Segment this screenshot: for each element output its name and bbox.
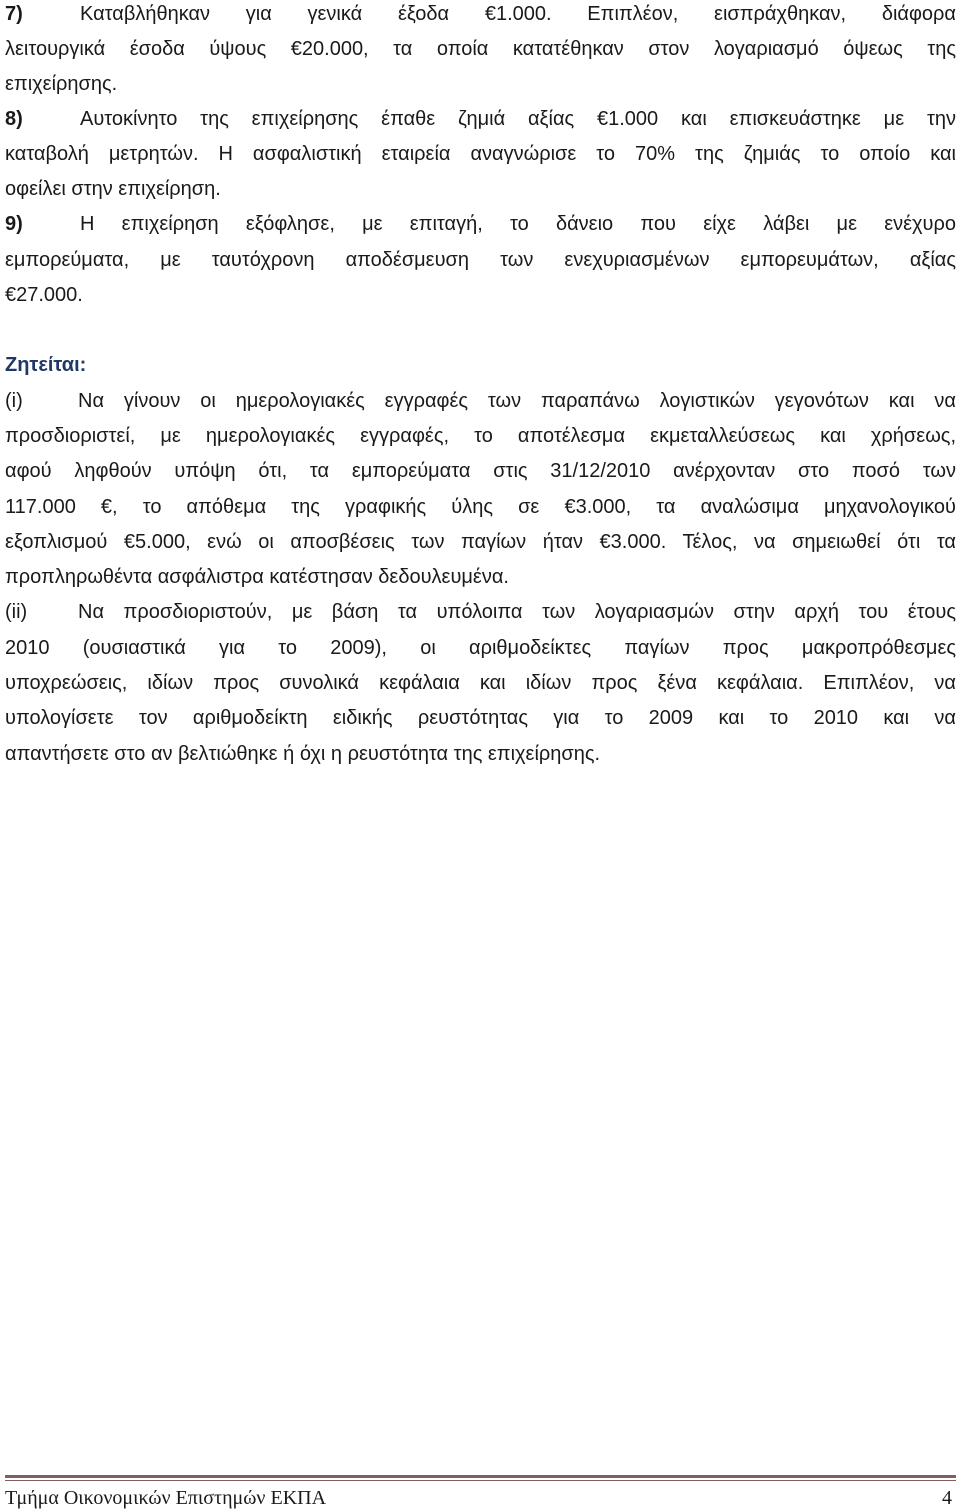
item-7-line-1 xyxy=(5,2,956,26)
part-ii-line-1 xyxy=(5,600,956,624)
part-i-line-3: αφού ληφθούν υπόψη ότι, τα εμπορεύματα στις 31/12/2010 ανέρχονταν στο ποσό των xyxy=(5,460,956,482)
requirements-heading: Ζητείται: xyxy=(5,354,87,376)
item-9-line-3: €27.000. xyxy=(5,284,83,306)
item-7-line-2: λειτουργικά έσοδα ύψους €20.000, τα οποία κατατέθηκαν στον λογαριασμό όψεως της xyxy=(5,38,956,60)
part-ii-line-3: υποχρεώσεις, ιδίων προς συνολικά κεφάλαια και ιδίων προς ξένα κεφάλαια. Επιπλέον, να xyxy=(5,672,956,694)
item-8-line-1 xyxy=(5,107,956,131)
item-9-line-1 xyxy=(5,212,956,236)
part-ii-label: (ii) xyxy=(5,601,28,623)
part-i-line-4: 117.000 €, το απόθεμα της γραφικής ύλης σε €3.000, τα αναλώσιμα μηχανολογικού xyxy=(5,496,956,518)
part-ii-line-4: υπολογίσετε τον αριθμοδείκτη ειδικής ρευστότητας για το 2009 και το 2010 και να xyxy=(5,707,956,729)
item-8-line-3: οφείλει στην επιχείρηση. xyxy=(5,178,221,200)
item-7-text-1: Καταβλήθηκαν για γενικά έξοδα €1.000. Επιπλέον, εισπράχθηκαν, διάφορα xyxy=(80,3,956,25)
footer-rule xyxy=(5,1475,956,1478)
part-i-label: (i) xyxy=(5,390,23,412)
item-8-line-2: καταβολή μετρητών. Η ασφαλιστική εταιρεία αναγνώρισε το 70% της ζημιάς το οποίο και xyxy=(5,143,956,165)
item-9-text-1: Η επιχείρηση εξόφλησε, με επιταγή, το δάνειο που είχε λάβει με ενέχυρο xyxy=(80,213,956,235)
part-i-text-1: Να γίνουν οι ημερολογιακές εγγραφές των παραπάνω λογιστικών γεγονότων και να xyxy=(78,390,956,412)
footer-rule-thin xyxy=(5,1480,956,1481)
part-i-line-5: εξοπλισμού €5.000, ενώ οι αποσβέσεις των παγίων ήταν €3.000. Τέλος, να σημειωθεί ότι τα xyxy=(5,531,956,553)
footer-department: Τμήμα Οικονομικών Επιστημών ΕΚΠΑ xyxy=(5,1487,327,1509)
part-ii-line-5: απαντήσετε στο αν βελτιώθηκε ή όχι η ρευστότητα της επιχείρησης. xyxy=(5,743,601,765)
item-7-number: 7) xyxy=(5,3,23,25)
part-ii-text-1: Να προσδιοριστούν, με βάση τα υπόλοιπα των λογαριασμών στην αρχή του έτους xyxy=(78,601,956,623)
part-i-line-1 xyxy=(5,389,956,413)
item-9-line-2: εμπορεύματα, με ταυτόχρονη αποδέσμευση των ενεχυριασμένων εμπορευμάτων, αξίας xyxy=(5,249,956,271)
item-8-text-1: Αυτοκίνητο της επιχείρησης έπαθε ζημιά αξίας €1.000 και επισκευάστηκε με την xyxy=(80,108,956,130)
item-8-number: 8) xyxy=(5,108,23,130)
part-i-line-6: προπληρωθέντα ασφάλιστρα κατέστησαν δεδουλευμένα. xyxy=(5,566,509,588)
part-i-line-2: προσδιοριστεί, με ημερολογιακές εγγραφές, το αποτέλεσμα εκμεταλλεύσεως και χρήσεως, xyxy=(5,425,956,447)
item-7-line-3: επιχείρησης. xyxy=(5,73,118,95)
part-ii-line-2: 2010 (ουσιαστικά για το 2009), οι αριθμοδείκτες παγίων προς μακροπρόθεσμες xyxy=(5,637,956,659)
item-9-number: 9) xyxy=(5,213,23,235)
footer-page-number: 4 xyxy=(942,1487,952,1509)
